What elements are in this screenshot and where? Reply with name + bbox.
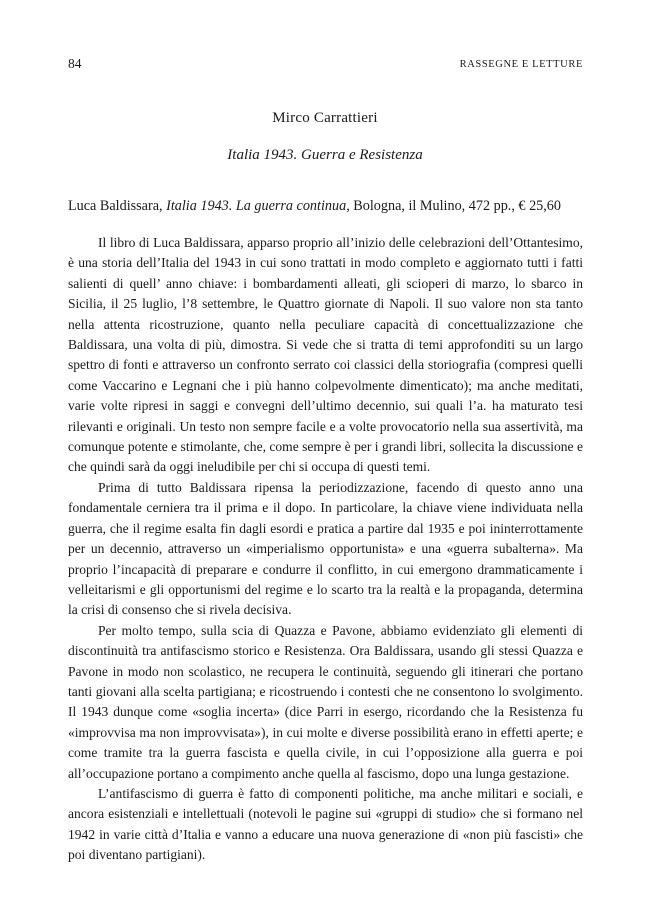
book-title: Italia 1943. La guerra continua — [166, 198, 347, 214]
article-author: Mirco Carrattieri — [272, 110, 378, 126]
body-paragraph: Il libro di Luca Baldissara, apparso proprio all’inizio delle celebrazioni dell’Ottantesimo, è una storia dell’Italia del 1943 in cui sono trattati in modo completo e aggiornato tutti i fatti salienti di quell’ anno chiave: i bombardamenti alleati, gli scioperi di marzo, lo sbarco in Sicilia, il 25 luglio, l’8 settembre, le Quattro giornate di Napoli. Il suo valore non sta tanto nella attenta ricostruzione, quanto nella peculiare capacità di concettualizzazione che Baldissara, una volta di più, dimostra. Si vede che si tratta di temi approfonditi su un largo spettro di fonti e attraverso un confronto serrato coi classici della storiografia (compresi quelli come Vaccarino e Legnani che i più hanno colpevolmente dimenticato); ma anche meditati, varie volte ripresi in saggi e convegni dell’ultimo decennio, sui quali l’a. ha maturato tesi rilevanti e originali. Un testo non sempre facile e a volte provocatorio nella sua assertività, ma comunque potente e stimolante, che, come sempre è per i grandi libri, sollecita la discussione e che quindi sarà da oggi ineludibile per chi si occupa di questi temi. — [68, 235, 583, 475]
body-paragraph: Prima di tutto Baldissara ripensa la periodizzazione, facendo di questo anno una fondamentale cerniera tra il prima e il dopo. In particolare, la chiave viene individuata nella guerra, che il regime esalta fin dagli esordi e pratica a partire dal 1935 e poi ininterrottamente per un decennio, attraverso un «imperialismo opportunista» e una «guerra subalterna». Ma proprio l’incapacità di preparare e condurre il conflitto, in cui emergono drammaticamente i velleitarismi e gli opportunismi del regime e lo scarto tra la realtà e la propaganda, determina la crisi di consenso che si rivela decisiva. — [68, 479, 583, 618]
running-head: RASSEGNE E LETTURE — [459, 59, 583, 70]
page-number: 84 — [68, 56, 82, 71]
article-title: Italia 1943. Guerra e Resistenza — [227, 147, 423, 163]
publication-details: , Bologna, il Mulino, 472 pp., € 25,60 — [346, 198, 561, 214]
book-author: Luca Baldissara, — [68, 198, 167, 214]
body-paragraph: Per molto tempo, sulla scia di Quazza e Pavone, abbiamo evidenziato gli elementi di discontinuità tra antifascismo storico e Resistenza. Ora Baldissara, usando gli stessi Quazza e Pavone in modo non scolastico, ne recupera le continuità, seguendo gli itinerari che portano tanti giovani alla scelta partigiana; e ricostruendo i contesti che ne consentono lo svolgimento. Il 1943 dunque come «soglia incerta» (dice Parri in esergo, ricordando che la Resistenza fu «improvvisa ma non improvvisata»), in cui molte e diverse possibilità erano in effetti aperte; e come tramite tra la guerra fascista e quella civile, in cui l’opposizione alla guerra e poi all’occupazione portano a compimento anche quella al fascismo, dopo una lunga gestazione. — [68, 622, 583, 781]
bibliographic-reference — [68, 198, 588, 215]
body-paragraph: L’antifascismo di guerra è fatto di componenti politiche, ma anche militari e sociali, e ancora esistenziali e intellettuali (notevoli le pagine sui «gruppi di studio» che si formano nel 1942 in varie città d’Italia e vanno a educare una nuova generazione di «non più fascisti» che poi diventano partigiani). — [68, 785, 583, 863]
review-body — [68, 233, 583, 866]
